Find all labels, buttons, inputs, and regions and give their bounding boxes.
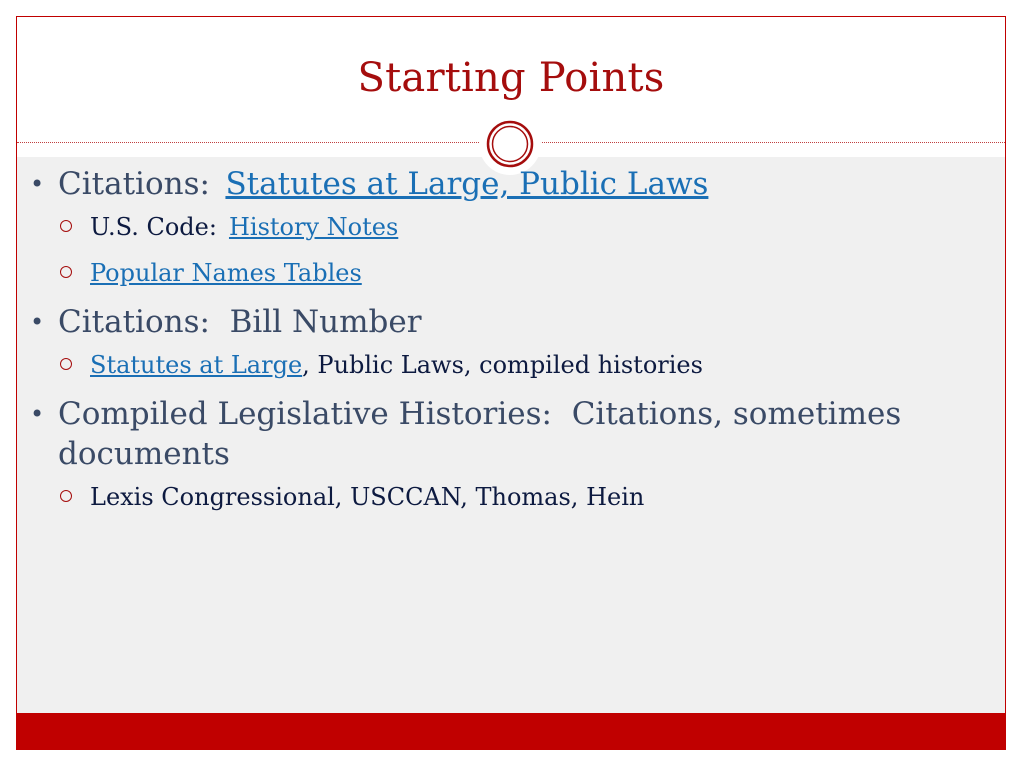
sub-bullet-text: U.S. Code: bbox=[90, 213, 217, 241]
sub-bullet-lexis bbox=[30, 480, 970, 514]
statutes-public-laws-link[interactable]: Statutes at Large, Public Laws bbox=[225, 166, 709, 202]
bullet-text: Citations: Bill Number bbox=[58, 304, 422, 340]
slide-body bbox=[30, 164, 970, 526]
hollow-circle-bullet-icon bbox=[60, 490, 72, 502]
bullet-text: Compiled Legislative Histories: Citations, sometimes documents bbox=[58, 396, 912, 472]
hollow-circle-bullet-icon bbox=[60, 220, 72, 232]
statutes-at-large-link[interactable]: Statutes at Large bbox=[90, 351, 303, 379]
hollow-circle-bullet-icon bbox=[60, 266, 72, 278]
bullet-text: Citations: bbox=[58, 166, 210, 202]
sub-bullet-us-code bbox=[30, 210, 970, 244]
history-notes-link[interactable]: History Notes bbox=[228, 213, 399, 241]
bullet-dot-icon: • bbox=[30, 170, 45, 198]
sub-bullet-statutes-at-large bbox=[30, 348, 970, 382]
bullet-dot-icon: • bbox=[30, 308, 45, 336]
sub-bullet-text: Lexis Congressional, USCCAN, Thomas, Hein bbox=[90, 483, 645, 511]
bullet-citations-bill-number bbox=[30, 302, 970, 342]
bullet-dot-icon: • bbox=[30, 400, 45, 428]
bullet-compiled-histories bbox=[30, 394, 970, 474]
popular-names-tables-link[interactable]: Popular Names Tables bbox=[90, 259, 362, 287]
slide-title: Starting Points bbox=[357, 55, 665, 101]
sub-bullet-popular-names bbox=[30, 256, 970, 290]
footer-bar bbox=[17, 713, 1005, 749]
sub-bullet-text: , Public Laws, compiled histories bbox=[302, 351, 703, 379]
bullet-citations-statutes bbox=[30, 164, 970, 204]
hollow-circle-bullet-icon bbox=[60, 358, 72, 370]
